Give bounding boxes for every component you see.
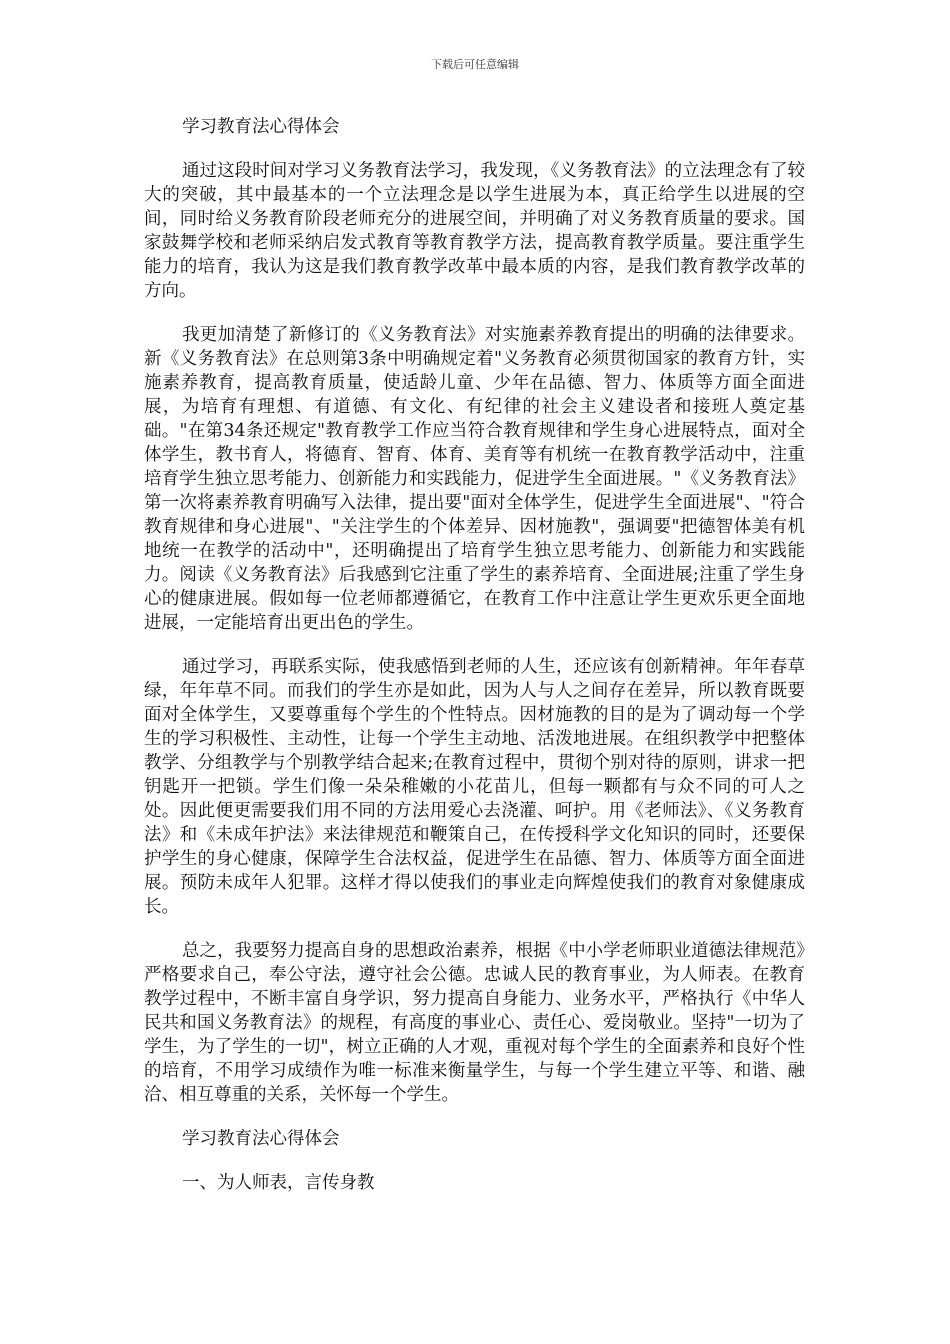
paragraph-1: 通过这段时间对学习义务教育法学习，我发现，《义务教育法》的立法理念有了较大的突破，其中最基本的一个立法理念是以学生进展为本，真正给学生以进展的空间，同时给义务教育阶段老师充分的进展空间，并明确了对义务教育质量的要求。国家鼓舞学校和老师采纳启发式教育等教育教学方法，提高教育教学质量。要注重学生能力的培育，我认为这是我们教育教学改革中最本质的内容，是我们教育教学改革的方向。 — [144, 161, 805, 301]
second-document-title: 学习教育法心得体会 — [182, 1129, 340, 1149]
paragraph-3: 通过学习，再联系实际，使我感悟到老师的人生，还应该有创新精神。年年春草绿，年年草不同。而我们的学生亦是如此，因为人与人之间存在差异，所以教育既要面对全体学生，又要尊重每个学生的个性特点。因材施教的目的是为了调动每一个学生的学习积极性、主动性，让每一个学生主动地、活泼地进展。在组织教学中把整体教学、分组教学与个别教学结合起来;在教育过程中，贯彻个别对待的原则，讲求一把钥匙开一把锁。学生们像一朵朵稚嫩的小花苗儿，但每一颗都有与众不同的可人之处。因此便更需要我们用不同的方法用爱心去浇灌、呵护。用《老师法》、《义务教育法》和《未成年护法》来法律规范和鞭策自己，在传授科学文化知识的同时，还要保护学生的身心健康，保障学生合法权益，促进学生在品德、智力、体质等方面全面进展。预防未成年人犯罪。这样才得以使我们的事业走向辉煌使我们的教育对象健康成长。 — [144, 657, 805, 917]
section-heading: 一、为人师表，言传身教 — [182, 1173, 375, 1193]
paragraph-2: 我更加清楚了新修订的《义务教育法》对实施素养教育提出的明确的法律要求。新《义务教育法》在总则第3条中明确规定着"义务教育必须贯彻国家的教育方针，实施素养教育，提高教育质量，使适龄儿童、少年在品德、智力、体质等方面全面进展，为培育有理想、有道德、有文化、有纪律的社会主义建设者和接班人奠定基础。"在第34条还规定"教育教学工作应当符合教育规律和学生身心进展特点，面对全体学生，教书育人，将德育、智育、体育、美育等有机统一在教育教学活动中，注重培育学生独立思考能力、创新能力和实践能力，促进学生全面进展。"《义务教育法》第一次将素养教育明确写入法律，提出要"面对全体学生，促进学生全面进展"、"符合教育规律和身心进展"、"关注学生的个体差异、因材施教"，强调要"把德智体美有机地统一在教学的活动中"，还明确提出了培育学生独立思考能力、创新能力和实践能力。阅读《义务教育法》后我感到它注重了学生的素养培育、全面进展;注重了学生身心的健康进展。假如每一位老师都遵循它，在教育工作中注意让学生更欢乐更全面地进展，一定能培育出更出色的学生。 — [144, 325, 805, 633]
paragraph-4: 总之，我要努力提高自身的思想政治素养，根据《中小学老师职业道德法律规范》严格要求自己，奉公守法，遵守社会公德。忠诚人民的教育事业，为人师表。在教育教学过程中，不断丰富自身学识，努力提高自身能力、业务水平，严格执行《中华人民共和国义务教育法》的规程，有高度的事业心、责任心、爱岗敬业。坚持"一切为了学生，为了学生的一切"，树立正确的人才观，重视对每个学生的全面素养和良好个性的培育，不用学习成绩作为唯一标准来衡量学生，与每一个学生建立平等、和谐、融洽、相互尊重的关系，关怀每一个学生。 — [144, 941, 805, 1105]
document-title: 学习教育法心得体会 — [182, 117, 340, 137]
page-header-note: 下载后可任意编辑 — [431, 58, 519, 71]
document-body — [144, 115, 805, 1215]
